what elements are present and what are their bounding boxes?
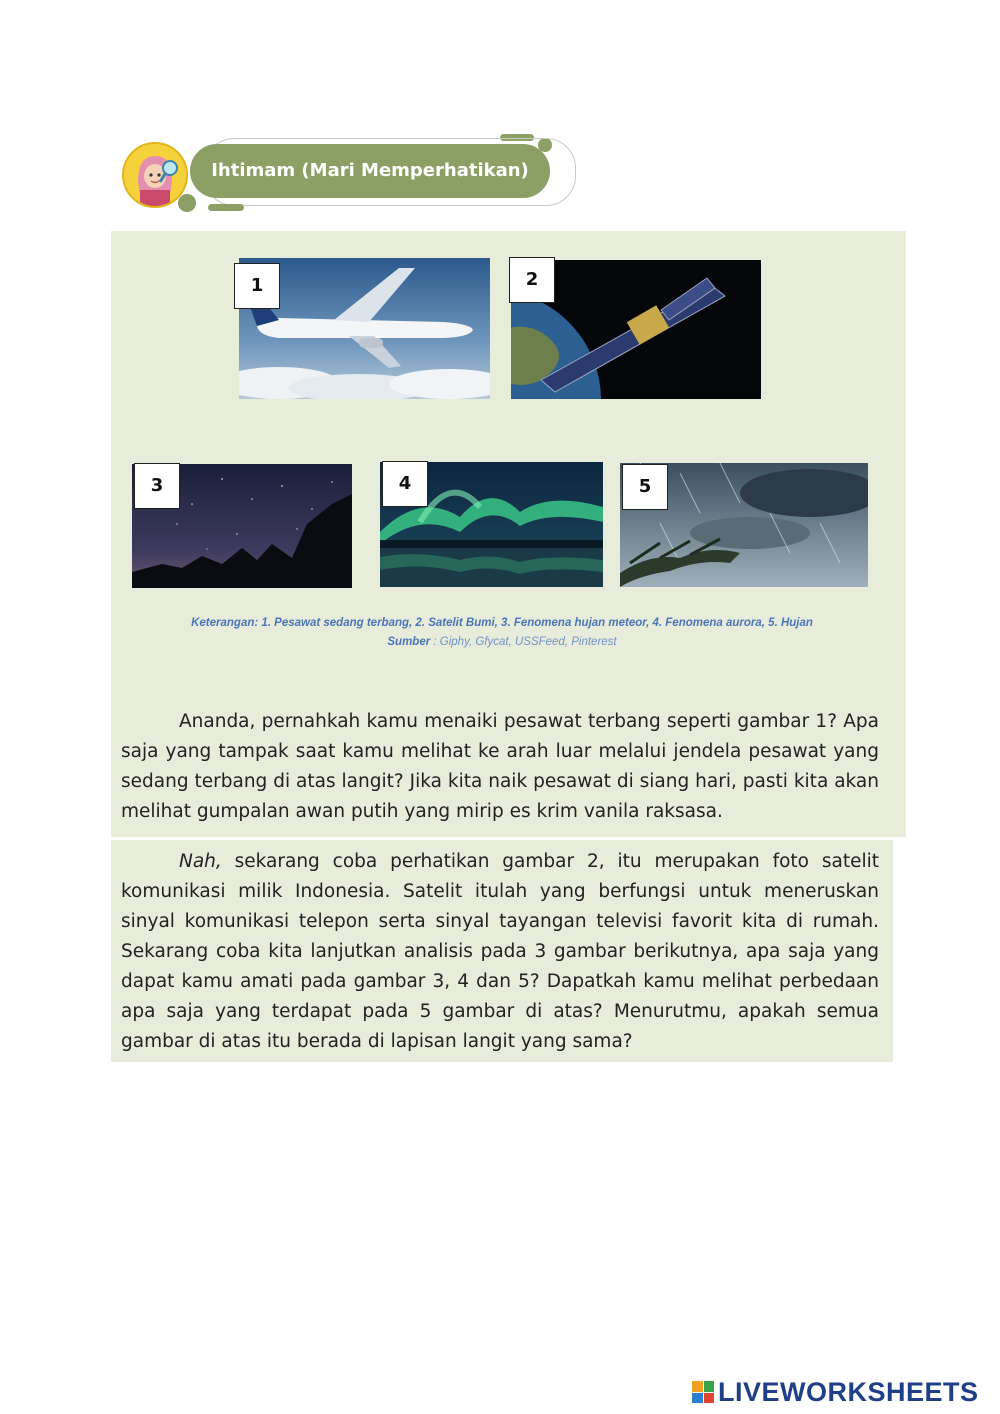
section-header [118, 128, 568, 218]
paragraph-1 [121, 707, 879, 827]
figure-number-3: 3 [134, 463, 180, 509]
figure-number-4: 4 [382, 461, 428, 507]
paragraph-2-emphasis: Nah, [179, 851, 222, 872]
caption-source-text: : Giphy, Gfycat, USSFeed, Pinterest [430, 636, 617, 648]
paragraph-1-text: Ananda, pernahkah kamu menaiki pesawat terbang seperti gambar 1? Apa saja yang tampak saat kamu melihat ke arah luar melalui jendela pesawat yang sedang terbang di atas langit? Jika kita naik pesawat di siang hari, pasti kita akan melihat gumpalan awan putih yang mirip es krim vanila raksasa. [121, 711, 879, 822]
figure-number-2: 2 [509, 257, 555, 303]
liveworksheets-logo-icon [692, 1381, 714, 1403]
girl-with-magnifier-icon [124, 144, 186, 206]
decor-dot [178, 194, 196, 212]
figure-caption [111, 614, 893, 652]
logo-text: LIVEWORKSHEETS [718, 1376, 979, 1407]
paragraph-2 [121, 847, 879, 1057]
character-avatar [122, 142, 188, 208]
header-banner [190, 144, 550, 198]
figure-number-5: 5 [622, 464, 668, 510]
liveworksheets-logo [692, 1377, 979, 1407]
section-title: Ihtimam (Mari Memperhatikan) [211, 160, 529, 181]
decor-pill [208, 204, 244, 211]
caption-source-label: Sumber [387, 636, 431, 648]
figure-number-1: 1 [234, 263, 280, 309]
caption-keterangan: Keterangan: 1. Pesawat sedang terbang, 2. Satelit Bumi, 3. Fenomena hujan meteor, 4. Fenomena aurora, 5. Hujan [191, 617, 813, 629]
paragraph-2-text: sekarang coba perhatikan gambar 2, itu merupakan foto satelit komunikasi milik Indonesia. Satelit itulah yang berfungsi untuk meneruskan sinyal komunikasi telepon serta sinyal tayangan televisi favorit kita di rumah. Sekarang coba kita lanjutkan analisis pada 3 gambar berikutnya, apa saja yang dapat kamu amati pada gambar 3, 4 dan 5? Dapatkah kamu melihat perbedaan apa saja yang terdapat pada 5 gambar di atas? Menurutmu, apakah semua gambar di atas itu berada di lapisan langit yang sama? [121, 851, 879, 1052]
